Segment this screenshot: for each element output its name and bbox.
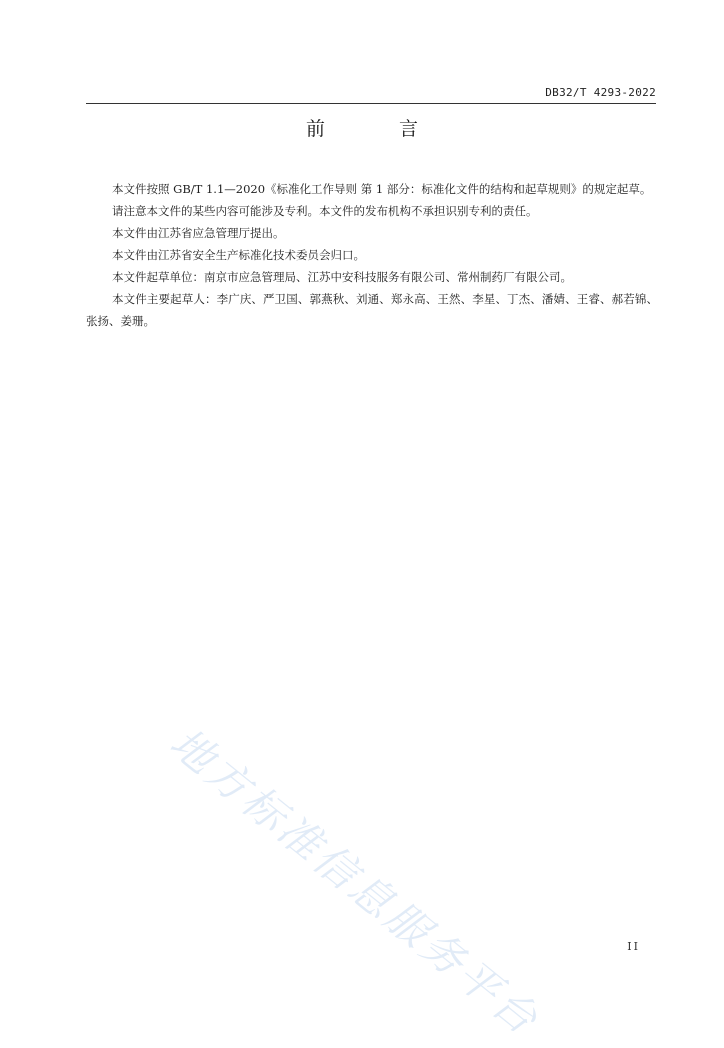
standard-code: DB32/T 4293-2022 <box>545 86 656 99</box>
paragraph-drafters: 本文件主要起草人：李广庆、严卫国、郭燕秋、刘通、郑永高、王然、李星、丁杰、潘婧、王睿、郝若锦、张扬、姜珊。 <box>86 292 658 328</box>
page-number: II <box>627 940 640 953</box>
paragraph-committee: 本文件由江苏省安全生产标准化技术委员会归口。 <box>112 248 365 262</box>
watermark: 地方标准信息服务平台 <box>161 717 550 1046</box>
paragraph-patent-notice: 请注意本文件的某些内容可能涉及专利。本文件的发布机构不承担识别专利的责任。 <box>112 204 538 218</box>
paragraph-proposer: 本文件由江苏省应急管理厅提出。 <box>112 226 285 240</box>
paragraph-drafting-units: 本文件起草单位：南京市应急管理局、江苏中安科技服务有限公司、常州制药厂有限公司。 <box>112 270 572 284</box>
header-divider <box>86 103 656 104</box>
foreword-body <box>86 178 658 332</box>
paragraph-drafting-rules: 本文件按照 GB/T 1.1—2020《标准化工作导则 第 1 部分：标准化文件的结构和起草规则》的规定起草。 <box>112 182 652 196</box>
page-title: 前 言 <box>305 118 453 140</box>
